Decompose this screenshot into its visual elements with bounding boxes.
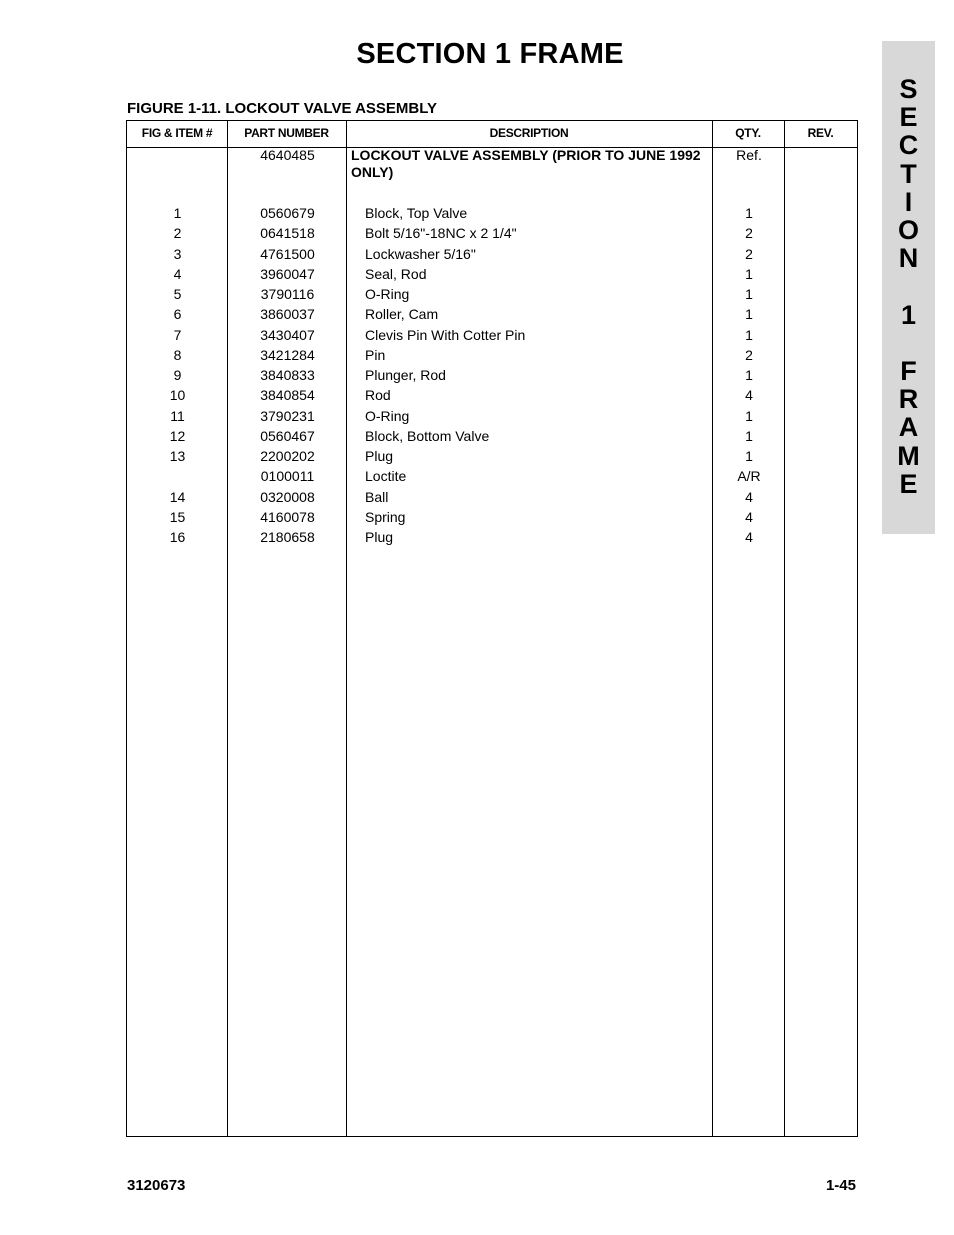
part-number-cell: 3430407	[260, 326, 315, 343]
fig-item-cell: 7	[173, 326, 182, 343]
qty-cell: 4	[745, 508, 753, 525]
description-cell: Roller, Cam	[365, 306, 439, 323]
page-title: SECTION 1 FRAME	[356, 38, 624, 70]
header-qty: QTY.	[735, 126, 761, 140]
description-cell: Rod	[365, 387, 391, 404]
qty-cell: 1	[745, 326, 753, 343]
part-number-cell: 4640485	[260, 147, 315, 163]
description-cell: O-Ring	[365, 407, 410, 424]
table-row	[127, 244, 857, 264]
description-cell: Ball	[365, 488, 389, 505]
fig-item-cell: 15	[169, 508, 186, 525]
assembly-row	[127, 147, 857, 187]
description-cell: Plunger, Rod	[365, 367, 446, 383]
side-tab-label: S E C T I O N 1 F R A M E	[897, 74, 920, 499]
section-side-tab	[882, 41, 935, 534]
part-number-cell: 4761500	[260, 245, 315, 262]
qty-cell: 1	[745, 265, 753, 282]
fig-item-cell: 11	[170, 407, 185, 424]
table-row	[127, 507, 857, 527]
part-number-cell: 3790116	[260, 286, 315, 302]
table-row	[127, 406, 857, 426]
part-number-cell: 3840854	[260, 387, 315, 404]
qty-cell: 1	[745, 286, 753, 302]
parts-table	[126, 120, 858, 1137]
qty-cell: 1	[745, 205, 753, 221]
document-number: 3120673	[127, 1177, 186, 1194]
fig-item-cell: 14	[169, 488, 186, 505]
fig-item-cell: 1	[173, 205, 182, 221]
part-number-cell: 0320008	[260, 488, 315, 505]
qty-cell: 4	[745, 488, 753, 505]
part-number-cell: 3840833	[260, 367, 315, 383]
description-cell: LOCKOUT VALVE ASSEMBLY (PRIOR TO JUNE 1992 ONLY)	[351, 147, 701, 180]
description-cell: Plug	[365, 448, 394, 464]
fig-item-cell: 12	[169, 427, 186, 444]
description-cell: Block, Top Valve	[365, 205, 468, 221]
qty-cell: Ref.	[736, 147, 762, 163]
table-row	[127, 304, 857, 324]
qty-cell: A/R	[737, 468, 761, 485]
table-row	[127, 223, 857, 243]
description-cell: Pin	[365, 346, 386, 363]
description-cell: Lockwasher 5/16"	[365, 245, 476, 262]
description-cell: Loctite	[365, 468, 407, 485]
header-rev: REV.	[807, 126, 834, 140]
fig-item-cell: 3	[173, 245, 182, 262]
part-number-cell: 3421284	[260, 346, 315, 363]
table-row	[127, 385, 857, 405]
table-row	[127, 345, 857, 365]
part-number-cell: 2180658	[260, 529, 315, 545]
fig-item-cell: 13	[169, 448, 186, 464]
table-row	[127, 487, 857, 507]
qty-cell: 2	[745, 225, 753, 242]
fig-item-cell: 5	[173, 286, 182, 302]
part-number-cell: 3860037	[260, 306, 315, 323]
qty-cell: 1	[745, 407, 753, 424]
table-row	[127, 203, 857, 223]
table-row	[127, 446, 857, 466]
qty-cell: 4	[745, 529, 753, 545]
table-row	[127, 426, 857, 446]
part-number-cell: 4160078	[260, 508, 315, 525]
qty-cell: 2	[745, 245, 753, 262]
part-number-cell: 2200202	[260, 448, 315, 464]
table-row	[127, 466, 857, 486]
part-number-cell: 0100011	[260, 468, 315, 485]
description-cell: Seal, Rod	[365, 265, 427, 282]
fig-item-cell: 6	[173, 306, 182, 323]
part-number-cell: 0560679	[260, 205, 315, 221]
table-row	[127, 365, 857, 385]
qty-cell: 1	[745, 448, 753, 464]
header-description: DESCRIPTION	[489, 126, 569, 140]
table-row	[127, 264, 857, 284]
table-row	[127, 325, 857, 345]
fig-item-cell: 10	[169, 387, 186, 404]
qty-cell: 4	[745, 387, 753, 404]
description-cell: Clevis Pin With Cotter Pin	[365, 326, 526, 343]
fig-item-cell: 4	[173, 265, 182, 282]
qty-cell: 1	[745, 367, 753, 383]
table-row	[127, 527, 857, 547]
qty-cell: 1	[745, 427, 753, 444]
table-header	[127, 121, 857, 148]
qty-cell: 1	[745, 306, 753, 323]
description-cell: Block, Bottom Valve	[365, 427, 490, 444]
fig-item-cell: 8	[173, 346, 182, 363]
fig-item-cell: 2	[173, 225, 182, 242]
header-fig-item: FIG & ITEM #	[141, 126, 213, 140]
description-cell: Bolt 5/16"-18NC x 2 1/4"	[365, 225, 517, 242]
fig-item-cell: 9	[173, 367, 182, 383]
description-cell: Spring	[365, 508, 406, 525]
part-number-cell: 3790231	[260, 407, 315, 424]
figure-caption: FIGURE 1-11. LOCKOUT VALVE ASSEMBLY	[127, 100, 438, 117]
qty-cell: 2	[745, 346, 753, 363]
table-row	[127, 284, 857, 304]
part-number-cell: 0560467	[260, 427, 315, 444]
fig-item-cell: 16	[169, 529, 186, 545]
header-part-number: PART NUMBER	[244, 126, 329, 140]
part-number-cell: 0641518	[260, 225, 315, 242]
description-cell: Plug	[365, 529, 394, 545]
page-number: 1-45	[825, 1177, 856, 1194]
part-number-cell: 3960047	[260, 265, 315, 282]
description-cell: O-Ring	[365, 286, 410, 302]
